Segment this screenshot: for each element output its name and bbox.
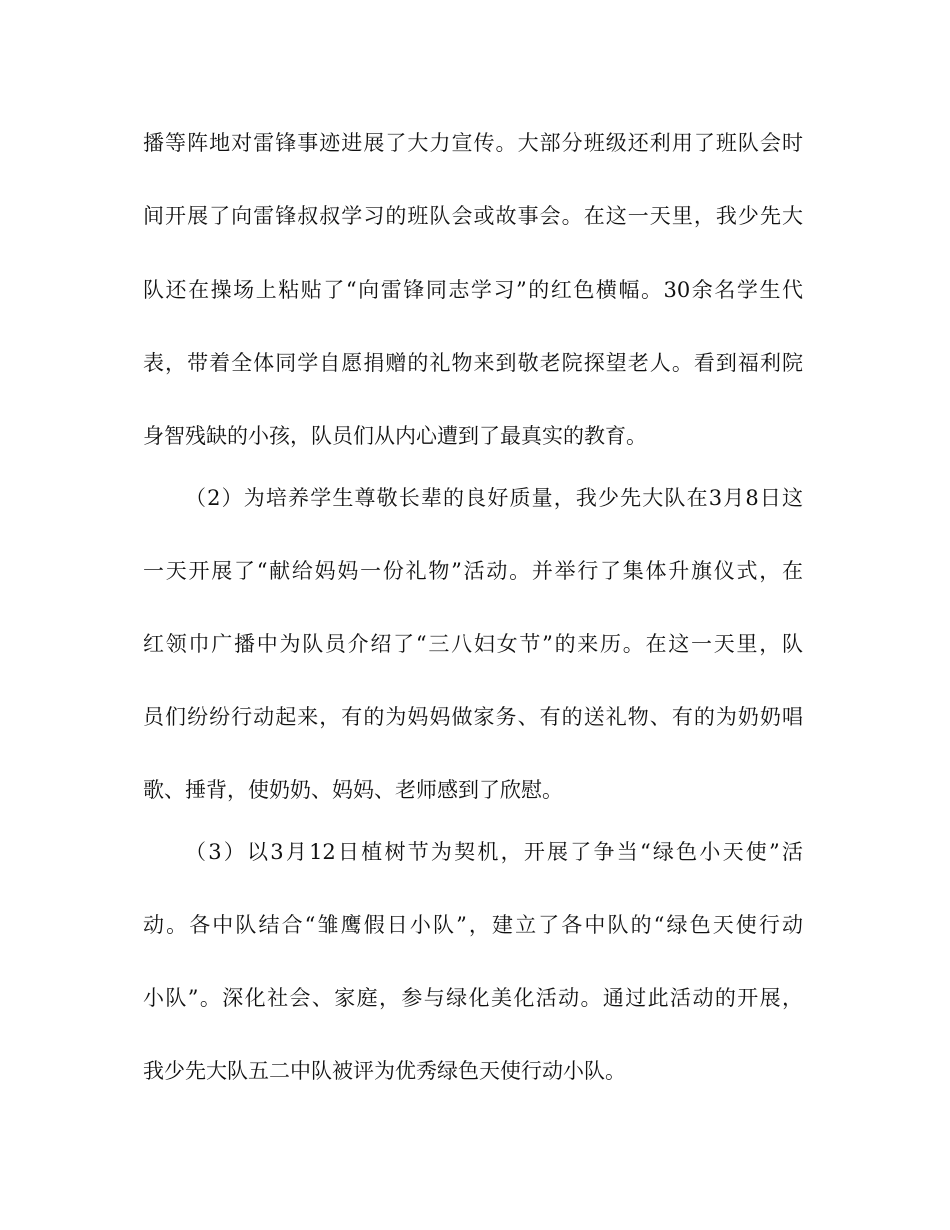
text-line-3: 队还在操场上粘贴了“向雷锋同志学习”的红色横幅。30余名学生代 bbox=[143, 278, 803, 302]
text-line-13: 小队”。深化社会、家庭，参与绿化美化活动。通过此活动的开展， bbox=[143, 986, 803, 1010]
text-line-10: 歌、捶背，使奶奶、妈妈、老师感到了欣慰。 bbox=[143, 778, 563, 802]
paragraph-3-line-1: （3）以3月12日植树节为契机，开展了争当“绿色小天使”活 bbox=[185, 840, 803, 864]
text-line-4: 表，带着全体同学自愿捐赠的礼物来到敬老院探望老人。看到福利院 bbox=[143, 351, 803, 375]
paragraph-2-line-1: （2）为培养学生尊敬长辈的良好质量，我少先大队在3月8日这 bbox=[185, 486, 803, 510]
text-line-7: 一天开展了“献给妈妈一份礼物”活动。并举行了集体升旗仪式，在 bbox=[143, 559, 803, 583]
text-line-9: 员们纷纷行动起来，有的为妈妈做家务、有的送礼物、有的为奶奶唱 bbox=[143, 705, 803, 729]
text-line-2: 间开展了向雷锋叔叔学习的班队会或故事会。在这一天里，我少先大 bbox=[143, 204, 803, 228]
text-line-12: 动。各中队结合“雏鹰假日小队”，建立了各中队的“绿色天使行动 bbox=[143, 913, 803, 937]
text-line-1: 播等阵地对雷锋事迹进展了大力宣传。大部分班级还利用了班队会时 bbox=[143, 131, 803, 155]
text-line-14: 我少先大队五二中队被评为优秀绿色天使行动小队。 bbox=[143, 1059, 626, 1083]
text-line-5: 身智残缺的小孩，队员们从内心遭到了最真实的教育。 bbox=[143, 424, 647, 448]
text-line-8: 红领巾广播中为队员介绍了“三八妇女节”的来历。在这一天里，队 bbox=[143, 632, 803, 656]
